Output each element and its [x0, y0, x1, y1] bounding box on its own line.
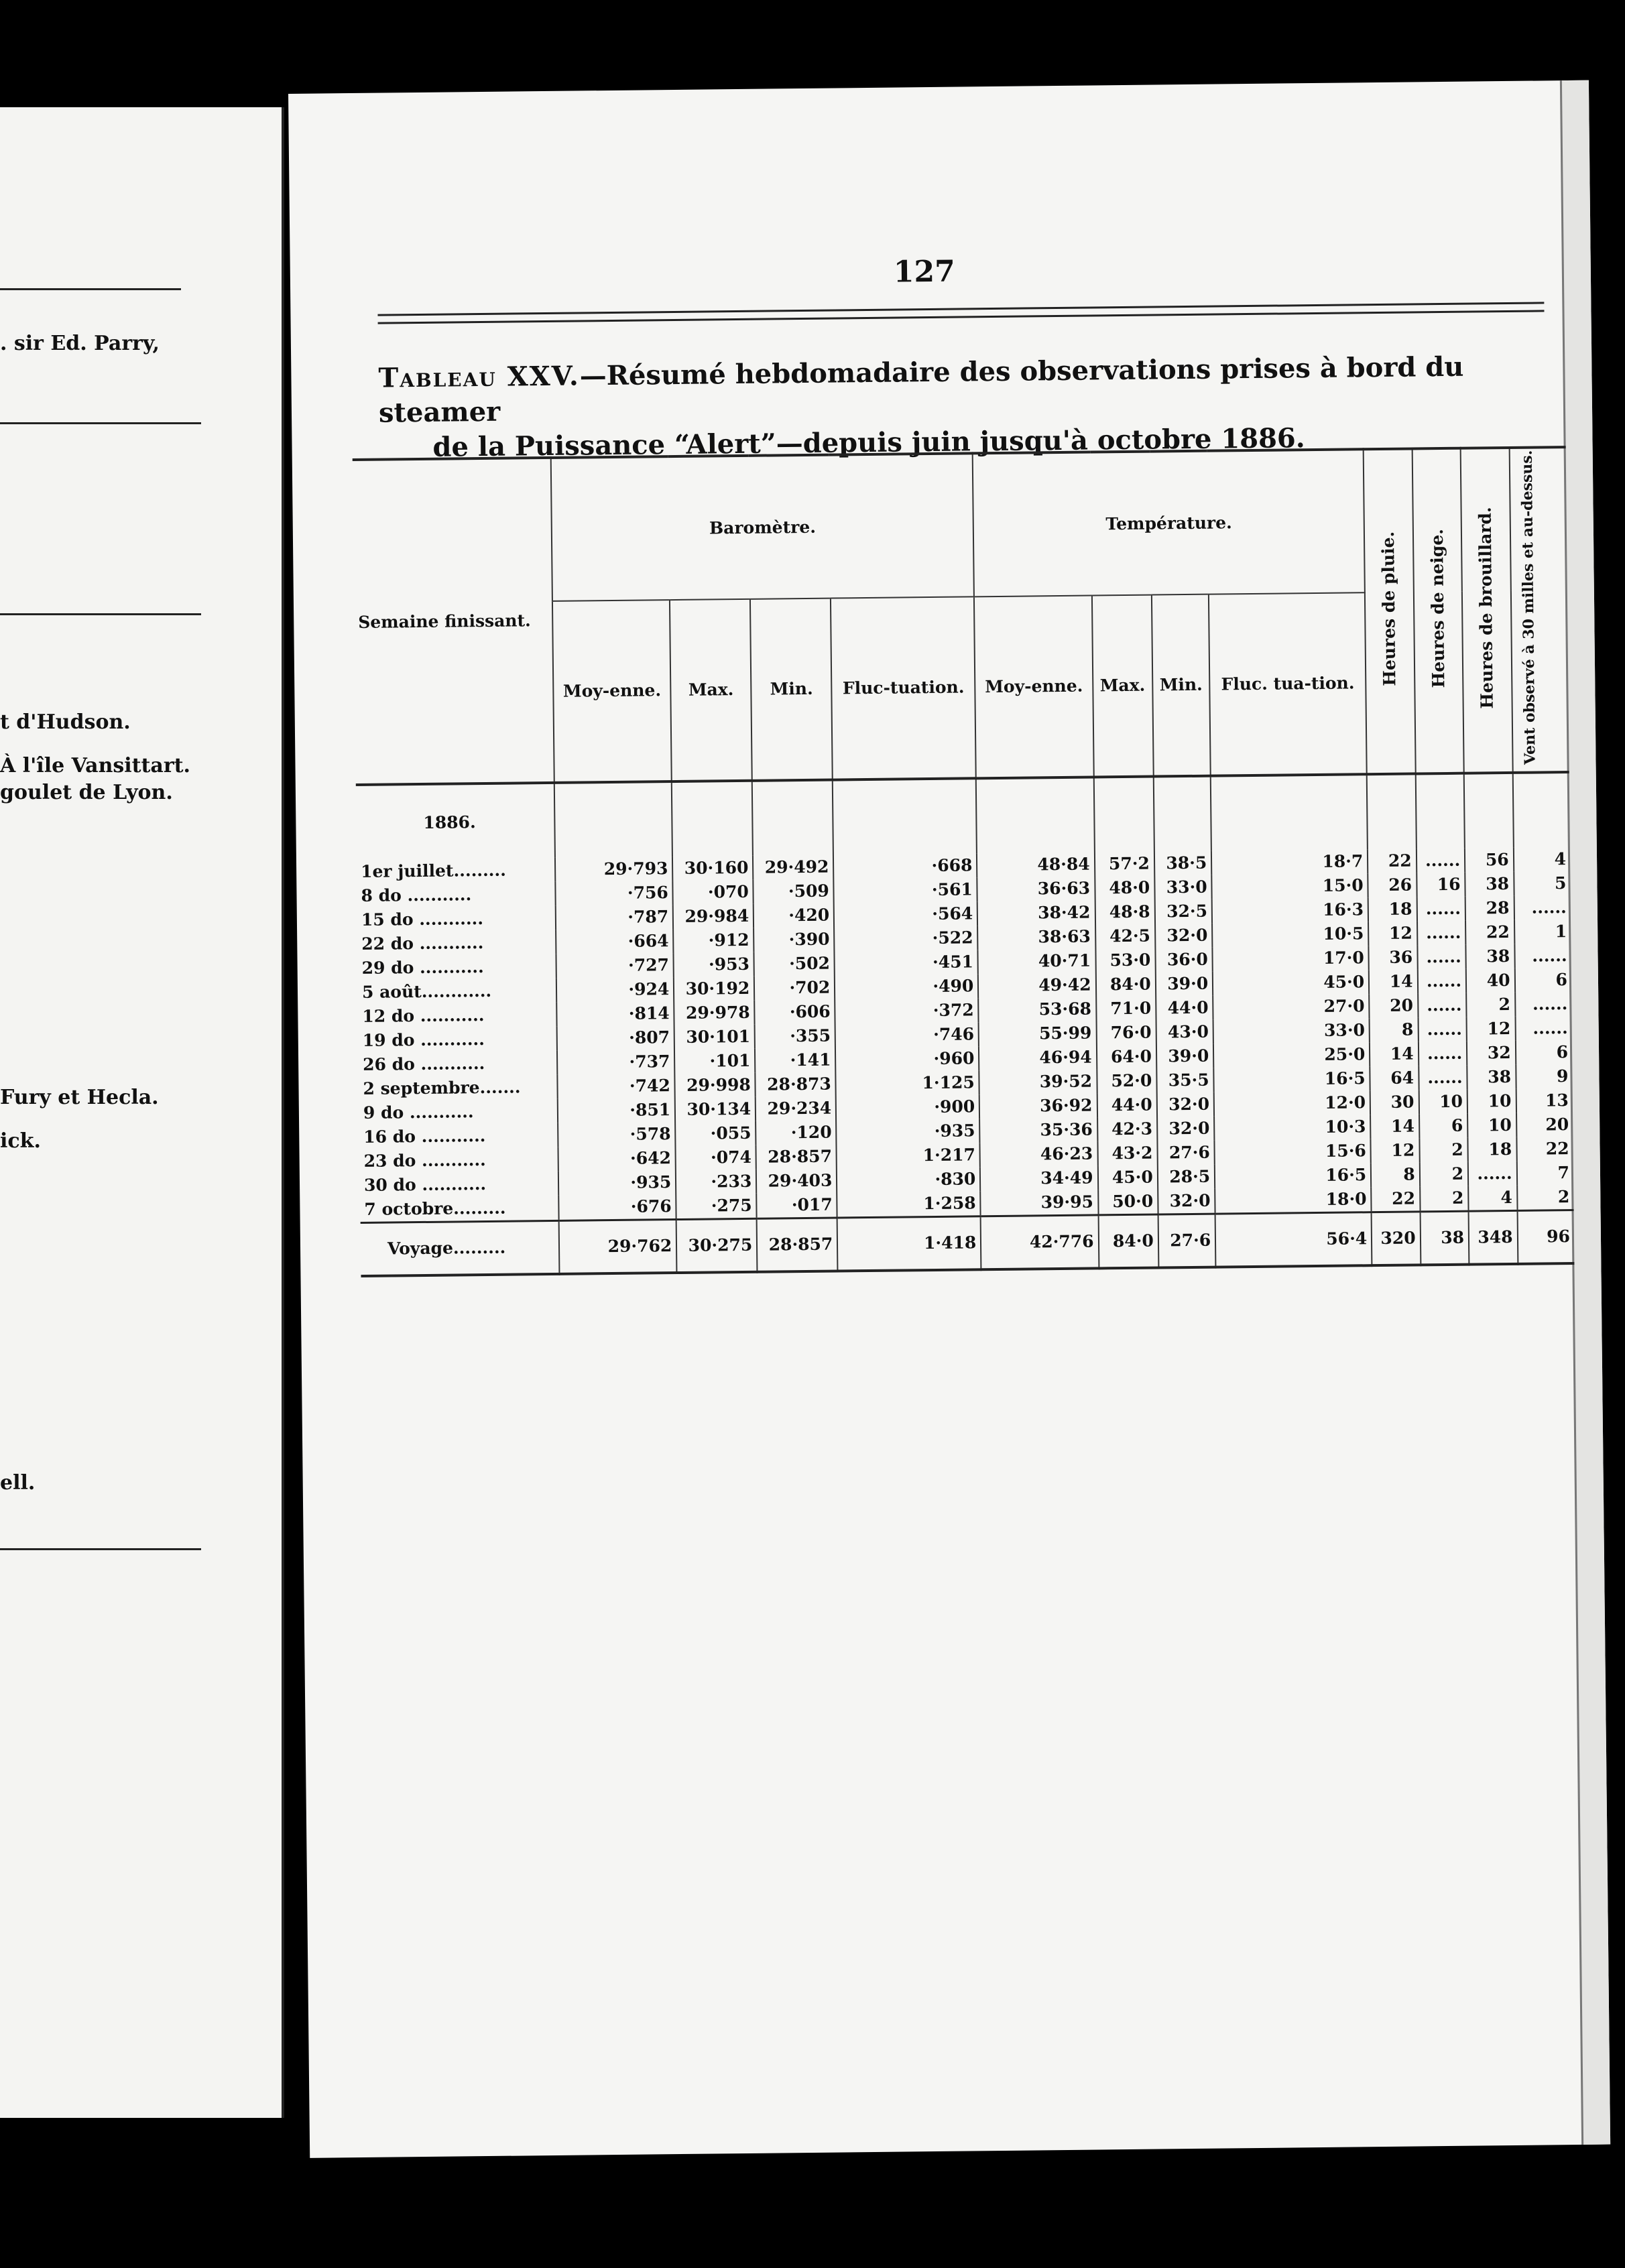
table-cell: 10	[1467, 1113, 1516, 1138]
table-cell: ......	[1419, 1042, 1467, 1066]
table-cell: 50·0	[1098, 1190, 1158, 1215]
table-cell: 2	[1517, 1185, 1574, 1210]
table-cell: 33·0	[1213, 1018, 1370, 1044]
table-cell: 76·0	[1096, 1021, 1156, 1046]
table-cell: ......	[1418, 1017, 1467, 1042]
table-cell: ·814	[556, 1001, 674, 1027]
table-cell: 64·0	[1097, 1045, 1157, 1070]
col-vent-header: Vent observé à 30 milles et au-dessus.	[1509, 447, 1569, 773]
table-cell: ......	[1515, 992, 1572, 1017]
table-cell: 1	[1514, 920, 1571, 944]
caption-text: —Résumé hebdomadaire des observations prises à bord du steamer	[378, 351, 1464, 429]
table-cell: ·787	[556, 905, 674, 930]
table-cell: 40	[1466, 968, 1515, 993]
table-cell: 28·5	[1158, 1165, 1215, 1190]
table-cell: ·101	[674, 1049, 755, 1074]
left-fragment: ick.	[0, 1129, 41, 1153]
table-cell: 64	[1370, 1066, 1419, 1091]
total-cell: 84·0	[1098, 1214, 1158, 1268]
table-cell: 2	[1420, 1186, 1469, 1212]
table-cell: 36·0	[1155, 948, 1213, 972]
left-fragment: goulet de Lyon.	[0, 781, 173, 804]
table-cell: 15·0	[1211, 874, 1368, 899]
left-fragment: t d'Hudson.	[0, 710, 131, 734]
table-cell: 16·5	[1213, 1066, 1370, 1092]
table-cell: ·742	[557, 1074, 675, 1099]
col-baro-fluc-header: Fluc-tuation.	[831, 596, 976, 779]
left-page	[0, 107, 284, 2118]
table-cell: ·372	[835, 999, 979, 1024]
table-cell: 44·0	[1156, 996, 1213, 1021]
col-temp-min-header: Min.	[1152, 594, 1211, 777]
left-rule	[0, 288, 181, 290]
table-cell: ·746	[835, 1023, 979, 1048]
table-cell: 29·403	[756, 1169, 837, 1194]
total-cell: 28·857	[757, 1218, 838, 1272]
table-cell: 4	[1514, 847, 1571, 872]
table-cell: 14	[1370, 1115, 1419, 1139]
caption-lead: Tableau XXV.	[378, 360, 580, 394]
table-cell: 45·0	[1097, 1166, 1158, 1190]
table-cell: 6	[1516, 1040, 1573, 1065]
table-cell: 10	[1419, 1090, 1467, 1115]
row-week-label: 2 septembre.......	[363, 1077, 521, 1099]
table-cell: 17·0	[1213, 946, 1369, 972]
table-cell: 71·0	[1096, 997, 1156, 1021]
table-cell: 26	[1368, 873, 1417, 898]
table-cell: ·233	[676, 1170, 756, 1194]
table-cell: ·561	[834, 878, 977, 903]
table-cell: 5	[1514, 871, 1571, 896]
row-week-label: 9 do ...........	[363, 1102, 474, 1123]
table-cell: ·578	[558, 1122, 676, 1147]
table-cell: 18·7	[1211, 850, 1368, 875]
total-cell: 1·418	[837, 1216, 981, 1271]
page-number: 127	[893, 254, 955, 290]
row-week-label: 26 do ...........	[363, 1054, 485, 1075]
left-rule	[0, 613, 201, 615]
table-cell: ·074	[676, 1145, 756, 1170]
table-cell: 43·0	[1156, 1020, 1213, 1045]
table-cell: 25·0	[1213, 1042, 1370, 1068]
table-cell: 38·42	[977, 901, 1095, 926]
table-cell: 57·2	[1095, 852, 1155, 877]
col-week-header: Semaine finissant.	[358, 610, 531, 632]
table-cell: 14	[1369, 970, 1418, 995]
table-cell: 12	[1371, 1139, 1420, 1163]
table-cell: 18·0	[1215, 1187, 1371, 1214]
left-fragment: Fury et Hecla.	[0, 1086, 159, 1109]
col-temp-max-header: Max.	[1091, 595, 1153, 777]
table-cell: ·953	[674, 952, 754, 977]
total-cell: 29·762	[559, 1220, 677, 1274]
table-cell: ·737	[557, 1050, 675, 1075]
total-label: Voyage.........	[361, 1221, 560, 1277]
table-cell: ......	[1419, 1066, 1467, 1090]
table-cell: 10·3	[1214, 1115, 1370, 1140]
table-cell: 43·2	[1097, 1141, 1158, 1166]
table-cell: 39·52	[979, 1070, 1097, 1095]
table-cell: 38	[1467, 1065, 1516, 1090]
table-cell: 12·0	[1214, 1090, 1370, 1116]
table-cell: 36·63	[977, 877, 1095, 902]
table-cell: 84·0	[1095, 972, 1156, 997]
table-cell: 30·101	[674, 1025, 755, 1050]
table-cell: 36·92	[979, 1094, 1097, 1119]
table-cell: ·960	[835, 1047, 979, 1072]
table-cell: 27·0	[1213, 995, 1369, 1020]
table-cell: 10	[1467, 1089, 1516, 1114]
table-cell: 16	[1417, 873, 1465, 897]
table-cell: 28·873	[756, 1072, 836, 1097]
table-cell: ·935	[558, 1170, 676, 1196]
table-cell: 48·8	[1095, 900, 1155, 925]
table-cell: 12	[1368, 922, 1417, 946]
table-cell: ·355	[755, 1024, 835, 1049]
total-cell: 42·776	[981, 1215, 1099, 1269]
table-cell: 39·95	[981, 1190, 1099, 1216]
table-cell: 6	[1514, 968, 1571, 993]
table-cell: ·120	[756, 1121, 836, 1145]
left-rule	[0, 422, 201, 424]
year-label: 1886.	[423, 812, 476, 833]
table-cell: ·141	[755, 1048, 835, 1073]
table-cell: 28·857	[756, 1145, 837, 1170]
table-cell: 8	[1370, 1018, 1419, 1043]
table-cell: ·502	[754, 952, 835, 976]
table-cell: ·522	[834, 926, 977, 952]
table-cell: 22	[1465, 920, 1514, 945]
row-week-label: 12 do ...........	[362, 1005, 485, 1027]
table-cell: ......	[1468, 1161, 1517, 1186]
table-cell: 38·5	[1154, 851, 1212, 876]
table-cell: 30	[1370, 1090, 1419, 1115]
table-cell: 48·84	[977, 853, 1095, 878]
col-neige-header: Heures de neige.	[1412, 448, 1464, 774]
table-cell: ......	[1417, 945, 1466, 970]
table-cell: 22	[1368, 849, 1417, 874]
table-cell: 34·49	[980, 1166, 1098, 1192]
total-cell: 348	[1469, 1211, 1518, 1265]
table-cell: 28	[1465, 896, 1514, 921]
left-fragment: À l'île Vansittart.	[0, 754, 190, 777]
row-week-label: 1er juillet.........	[361, 860, 506, 882]
table-cell: ·070	[673, 880, 754, 905]
table-cell: ·490	[835, 974, 978, 1000]
left-fragment: ell.	[0, 1471, 36, 1495]
table-cell: 32·0	[1157, 1117, 1215, 1141]
table-cell: ·606	[755, 1000, 835, 1025]
year-row	[356, 772, 1570, 860]
right-page	[288, 80, 1610, 2158]
table-cell: 18	[1468, 1137, 1517, 1162]
table-cell: 10·5	[1212, 922, 1368, 948]
left-rule	[0, 1548, 201, 1550]
table-cell: 29·978	[674, 1001, 755, 1025]
table-cell: 35·5	[1156, 1068, 1214, 1093]
table-cell: 32·0	[1158, 1189, 1215, 1214]
table-cell: 33·0	[1154, 875, 1212, 900]
weather-table	[353, 446, 1575, 1277]
table-cell: 12	[1467, 1017, 1516, 1042]
table-cell: 18	[1368, 897, 1417, 922]
table-cell: 2	[1419, 1162, 1468, 1187]
table-cell: ·912	[673, 928, 754, 953]
col-temp-moy-header: Moy-enne.	[974, 596, 1093, 779]
table-cell: ·807	[557, 1025, 675, 1051]
table-cell: 27·6	[1157, 1141, 1215, 1166]
table-cell: 29·492	[753, 855, 833, 880]
table-cell: 13	[1516, 1088, 1573, 1113]
table-cell: ·451	[835, 950, 978, 976]
table-cell: 16·3	[1212, 898, 1368, 924]
table-cell: 2	[1419, 1138, 1468, 1163]
table-cell: ·676	[558, 1194, 676, 1220]
table-cell: 38	[1465, 872, 1514, 897]
table-cell: 4	[1468, 1186, 1517, 1211]
table-cell: ·275	[676, 1194, 757, 1220]
row-week-label: 29 do ...........	[361, 957, 484, 979]
table-cell: ·564	[834, 902, 977, 928]
table-cell: 53·0	[1095, 948, 1156, 973]
table-cell: 29·998	[675, 1073, 756, 1098]
table-cell: ·668	[833, 854, 977, 879]
table-cell: ·017	[757, 1193, 837, 1219]
table-cell: ......	[1417, 897, 1465, 922]
caption-line2: de la Puissance “Alert”—depuis juin jusqu'à octobre 1886.	[432, 422, 1305, 463]
table-cell: 1·258	[837, 1192, 981, 1218]
table-cell: 20	[1516, 1113, 1573, 1137]
table-cell: ......	[1417, 848, 1465, 873]
table-cell: 36	[1369, 946, 1418, 970]
table-cell: 55·99	[979, 1021, 1097, 1047]
col-brouillard-header: Heures de brouillard.	[1461, 448, 1513, 773]
total-cell: 96	[1517, 1210, 1574, 1264]
table-cell: ·727	[556, 953, 674, 979]
table-cell: 52·0	[1097, 1069, 1157, 1094]
total-cell: 320	[1372, 1212, 1421, 1265]
table-cell: 38	[1466, 944, 1515, 969]
table-cell: ......	[1418, 993, 1467, 1018]
table-cell: 30·160	[672, 856, 753, 881]
group-temperature-header: Température.	[973, 449, 1365, 596]
table-cell: 14	[1370, 1042, 1419, 1067]
col-baro-moy-header: Moy-enne.	[552, 600, 672, 783]
table-cell: ·055	[675, 1121, 756, 1146]
row-week-label: 5 août............	[361, 981, 492, 1003]
table-cell: 46·23	[980, 1142, 1098, 1168]
table-cell: 42·5	[1095, 924, 1156, 949]
table-cell: 7	[1516, 1161, 1573, 1186]
table-cell: 29·234	[756, 1096, 836, 1121]
table-cell: 32·0	[1156, 1092, 1214, 1117]
table-cell: 6	[1419, 1114, 1468, 1139]
table-cell: 16·5	[1215, 1163, 1371, 1188]
table-cell: 30·192	[674, 976, 754, 1001]
table-cell: ......	[1514, 895, 1571, 920]
table-cell: ·900	[836, 1095, 979, 1121]
row-week-label: 8 do ...........	[361, 885, 472, 906]
table-cell: ·924	[556, 977, 674, 1003]
row-week-label: 23 do ...........	[363, 1150, 486, 1172]
table-cell: ·702	[754, 976, 835, 1001]
table-cell: ·830	[837, 1168, 980, 1193]
table-cell: ......	[1514, 944, 1571, 968]
table-cell: ......	[1515, 1016, 1572, 1041]
table-cell: ......	[1417, 921, 1466, 946]
total-cell: 56·4	[1215, 1212, 1372, 1267]
table-cell: 56	[1465, 848, 1514, 873]
table-cell: 35·36	[979, 1118, 1097, 1143]
col-pluie-header: Heures de pluie.	[1364, 448, 1416, 774]
table-cell: 29·984	[673, 904, 754, 929]
header-rule	[377, 302, 1544, 316]
total-cell: 30·275	[676, 1219, 758, 1273]
table-cell: ·935	[836, 1119, 979, 1145]
table-cell: 53·68	[979, 997, 1097, 1023]
row-week-label: 7 octobre.........	[364, 1198, 506, 1220]
table-cell: ·851	[558, 1098, 676, 1123]
table-cell: 32·5	[1154, 899, 1212, 924]
table-cell: 1·217	[837, 1143, 980, 1169]
table-cell: 29·793	[555, 857, 673, 882]
table-cell: 2	[1466, 993, 1515, 1017]
table-cell: ·756	[555, 881, 673, 906]
table-cell: 40·71	[978, 949, 1096, 974]
col-temp-fluc-header: Fluc. tua-tion.	[1209, 592, 1367, 776]
row-week-label: 30 do ...........	[363, 1174, 487, 1196]
table-cell: ·664	[556, 929, 674, 954]
table-cell: 30·134	[675, 1097, 756, 1122]
table-cell: ·509	[754, 879, 834, 904]
table-cell: 42·3	[1097, 1117, 1158, 1142]
table-cell: 49·42	[978, 973, 1096, 999]
table-cell: 44·0	[1097, 1093, 1157, 1118]
row-week-label: 16 do ...........	[363, 1126, 486, 1147]
row-week-label: 19 do ...........	[362, 1029, 485, 1051]
table-cell: ......	[1417, 969, 1466, 994]
table-cell: 15·6	[1215, 1139, 1371, 1164]
table-cell: 46·94	[979, 1046, 1097, 1071]
table-cell: 39·0	[1156, 972, 1213, 997]
row-week-label: 15 do ...........	[361, 909, 484, 930]
table-cell: 48·0	[1095, 876, 1155, 901]
col-baro-max-header: Max.	[670, 599, 752, 781]
table-cell: ·642	[558, 1146, 676, 1172]
col-baro-min-header: Min.	[750, 598, 833, 781]
table-cell: ·420	[754, 903, 834, 928]
table-cell: 8	[1371, 1163, 1420, 1188]
table-cell: 22	[1371, 1187, 1420, 1212]
table-cell: 22	[1516, 1137, 1573, 1161]
table-cell: 45·0	[1213, 970, 1369, 996]
table-cell: ·390	[754, 928, 834, 952]
total-cell: 38	[1420, 1211, 1469, 1265]
table-cell: 39·0	[1156, 1044, 1214, 1069]
table-cell: 1·125	[836, 1071, 979, 1096]
table-cell: 20	[1369, 994, 1418, 1019]
table-cell: 32·0	[1155, 924, 1213, 948]
table-cell: 38·63	[977, 925, 1095, 950]
row-week-label: 22 do ...........	[361, 933, 484, 954]
group-barometre-header: Baromètre.	[551, 453, 975, 601]
table-cell: 32	[1467, 1041, 1516, 1066]
table-cell: 9	[1516, 1064, 1573, 1089]
total-cell: 27·6	[1158, 1214, 1215, 1267]
left-fragment: . sir Ed. Parry,	[0, 332, 160, 355]
